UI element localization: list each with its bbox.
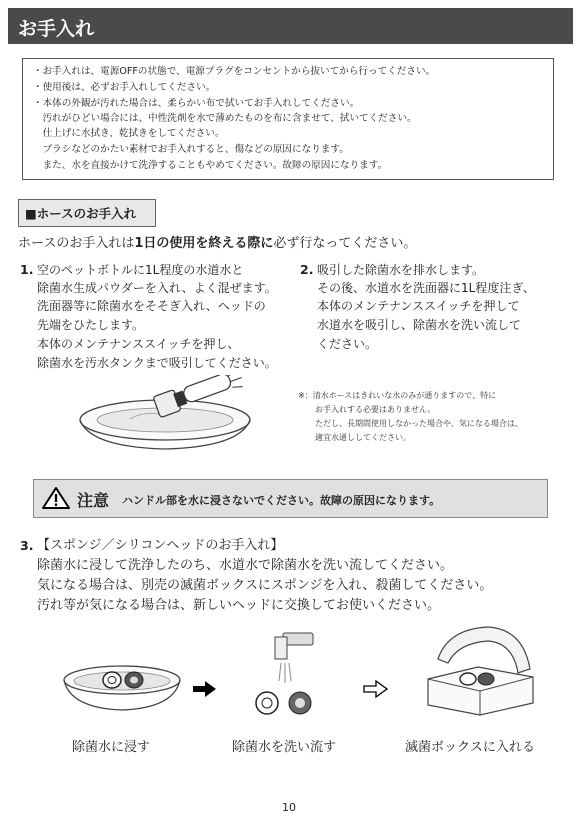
step-2-line: 本体のメンテナンススイッチを押して (317, 299, 520, 313)
notice-line: ・お手入れは、電源OFFの状態で、電源プラグをコンセントから抜いてから行ってください。 (33, 66, 436, 77)
notice-line: また、水を直接かけて洗浄することもやめてください。故障の原因になります。 (33, 160, 388, 171)
step-1-line: 本体のメンテナンススイッチを押し、 (37, 337, 240, 351)
basin-soak-illustration (60, 660, 185, 720)
step-1-line: 洗面器等に除菌水をそそぎ入れ、ヘッドの (37, 299, 266, 313)
note-line: 適宜水通ししてください。 (315, 433, 411, 442)
caption-sterilize: 滅菌ボックスに入れる (405, 740, 535, 755)
step-2-line: 吸引した除菌水を排水します。 (317, 263, 485, 277)
caption-soak: 除菌水に浸す (72, 740, 151, 755)
notice-line: ・使用後は、必ずお手入れしてください。 (33, 82, 216, 93)
basin-head-illustration (75, 375, 290, 455)
notice-line: 仕上げに水拭き、乾拭きをしてください。 (33, 128, 225, 139)
hose-intro (18, 232, 416, 251)
caution-text: ハンドル部を水に浸さないでください。故障の原因になります。 (122, 494, 441, 507)
note-line: ※：清水ホースはきれいな水のみが通りますので、特に (298, 391, 497, 400)
step-3-line: 除菌水に浸して洗浄したのち、水道水で除菌水を洗い流してください。 (37, 558, 454, 573)
sterilization-box-illustration (418, 623, 543, 723)
step-1-line: 先端をひたします。 (37, 318, 145, 332)
notice-line: ・本体の外観が汚れた場合は、柔らかい布で拭いてお手入れしてください。 (33, 98, 360, 109)
note-line: ただし、長期間使用しなかった場合や、気になる場合は、 (315, 419, 523, 428)
step-1-line: 空のペットボトルに1L程度の水道水と (37, 263, 244, 277)
warning-icon (42, 486, 70, 510)
caution-label: 注意 (77, 491, 110, 510)
note-line: お手入れする必要はありません。 (315, 405, 436, 414)
notice-line: 汚れがひどい場合には、中性洗剤を水で薄めたものを布に含ませて、拭いてください。 (33, 113, 417, 124)
step-1-number: 1. (20, 262, 34, 277)
step-3-heading: 【スポンジ／シリコンヘッドのお手入れ】 (37, 538, 284, 553)
step-2-line: 水道水を吸引し、除菌水を洗い流して (317, 318, 522, 332)
section-heading-hose: ■ホースのお手入れ (25, 206, 137, 221)
step-1-line: 除菌水を汚水タンクまで吸引してください。 (37, 356, 277, 370)
intro-text: ホースのお手入れは (18, 236, 135, 251)
step-3-number: 3. (20, 538, 34, 553)
step-2-line: ください。 (317, 337, 378, 351)
step-3-line: 汚れ等が気になる場合は、新しいヘッドに交換してお使いください。 (37, 598, 441, 613)
arrow-right-icon (192, 680, 218, 698)
step-3-line: 気になる場合は、別売の滅菌ボックスにスポンジを入れ、殺菌してください。 (37, 578, 493, 593)
step-1-line: 除菌水生成パウダーを入れ、よく混ぜます。 (37, 281, 277, 295)
page-title: お手入れ (18, 18, 95, 40)
page-number: 10 (282, 801, 296, 814)
notice-box (22, 58, 554, 180)
step-2-line: その後、水道水を洗面器に1L程度注ぎ、 (317, 281, 535, 295)
caption-rinse: 除菌水を洗い流す (232, 740, 337, 755)
intro-text: 必ず行なってください。 (273, 236, 417, 251)
notice-line: ブラシなどのかたい素材でお手入れすると、傷などの原因になります。 (33, 144, 349, 155)
arrow-outline-right-icon (363, 680, 389, 698)
faucet-rinse-illustration (245, 625, 325, 725)
intro-emphasis: 1日の使用を終える際に (134, 236, 274, 251)
step-2-number: 2. (300, 262, 314, 277)
